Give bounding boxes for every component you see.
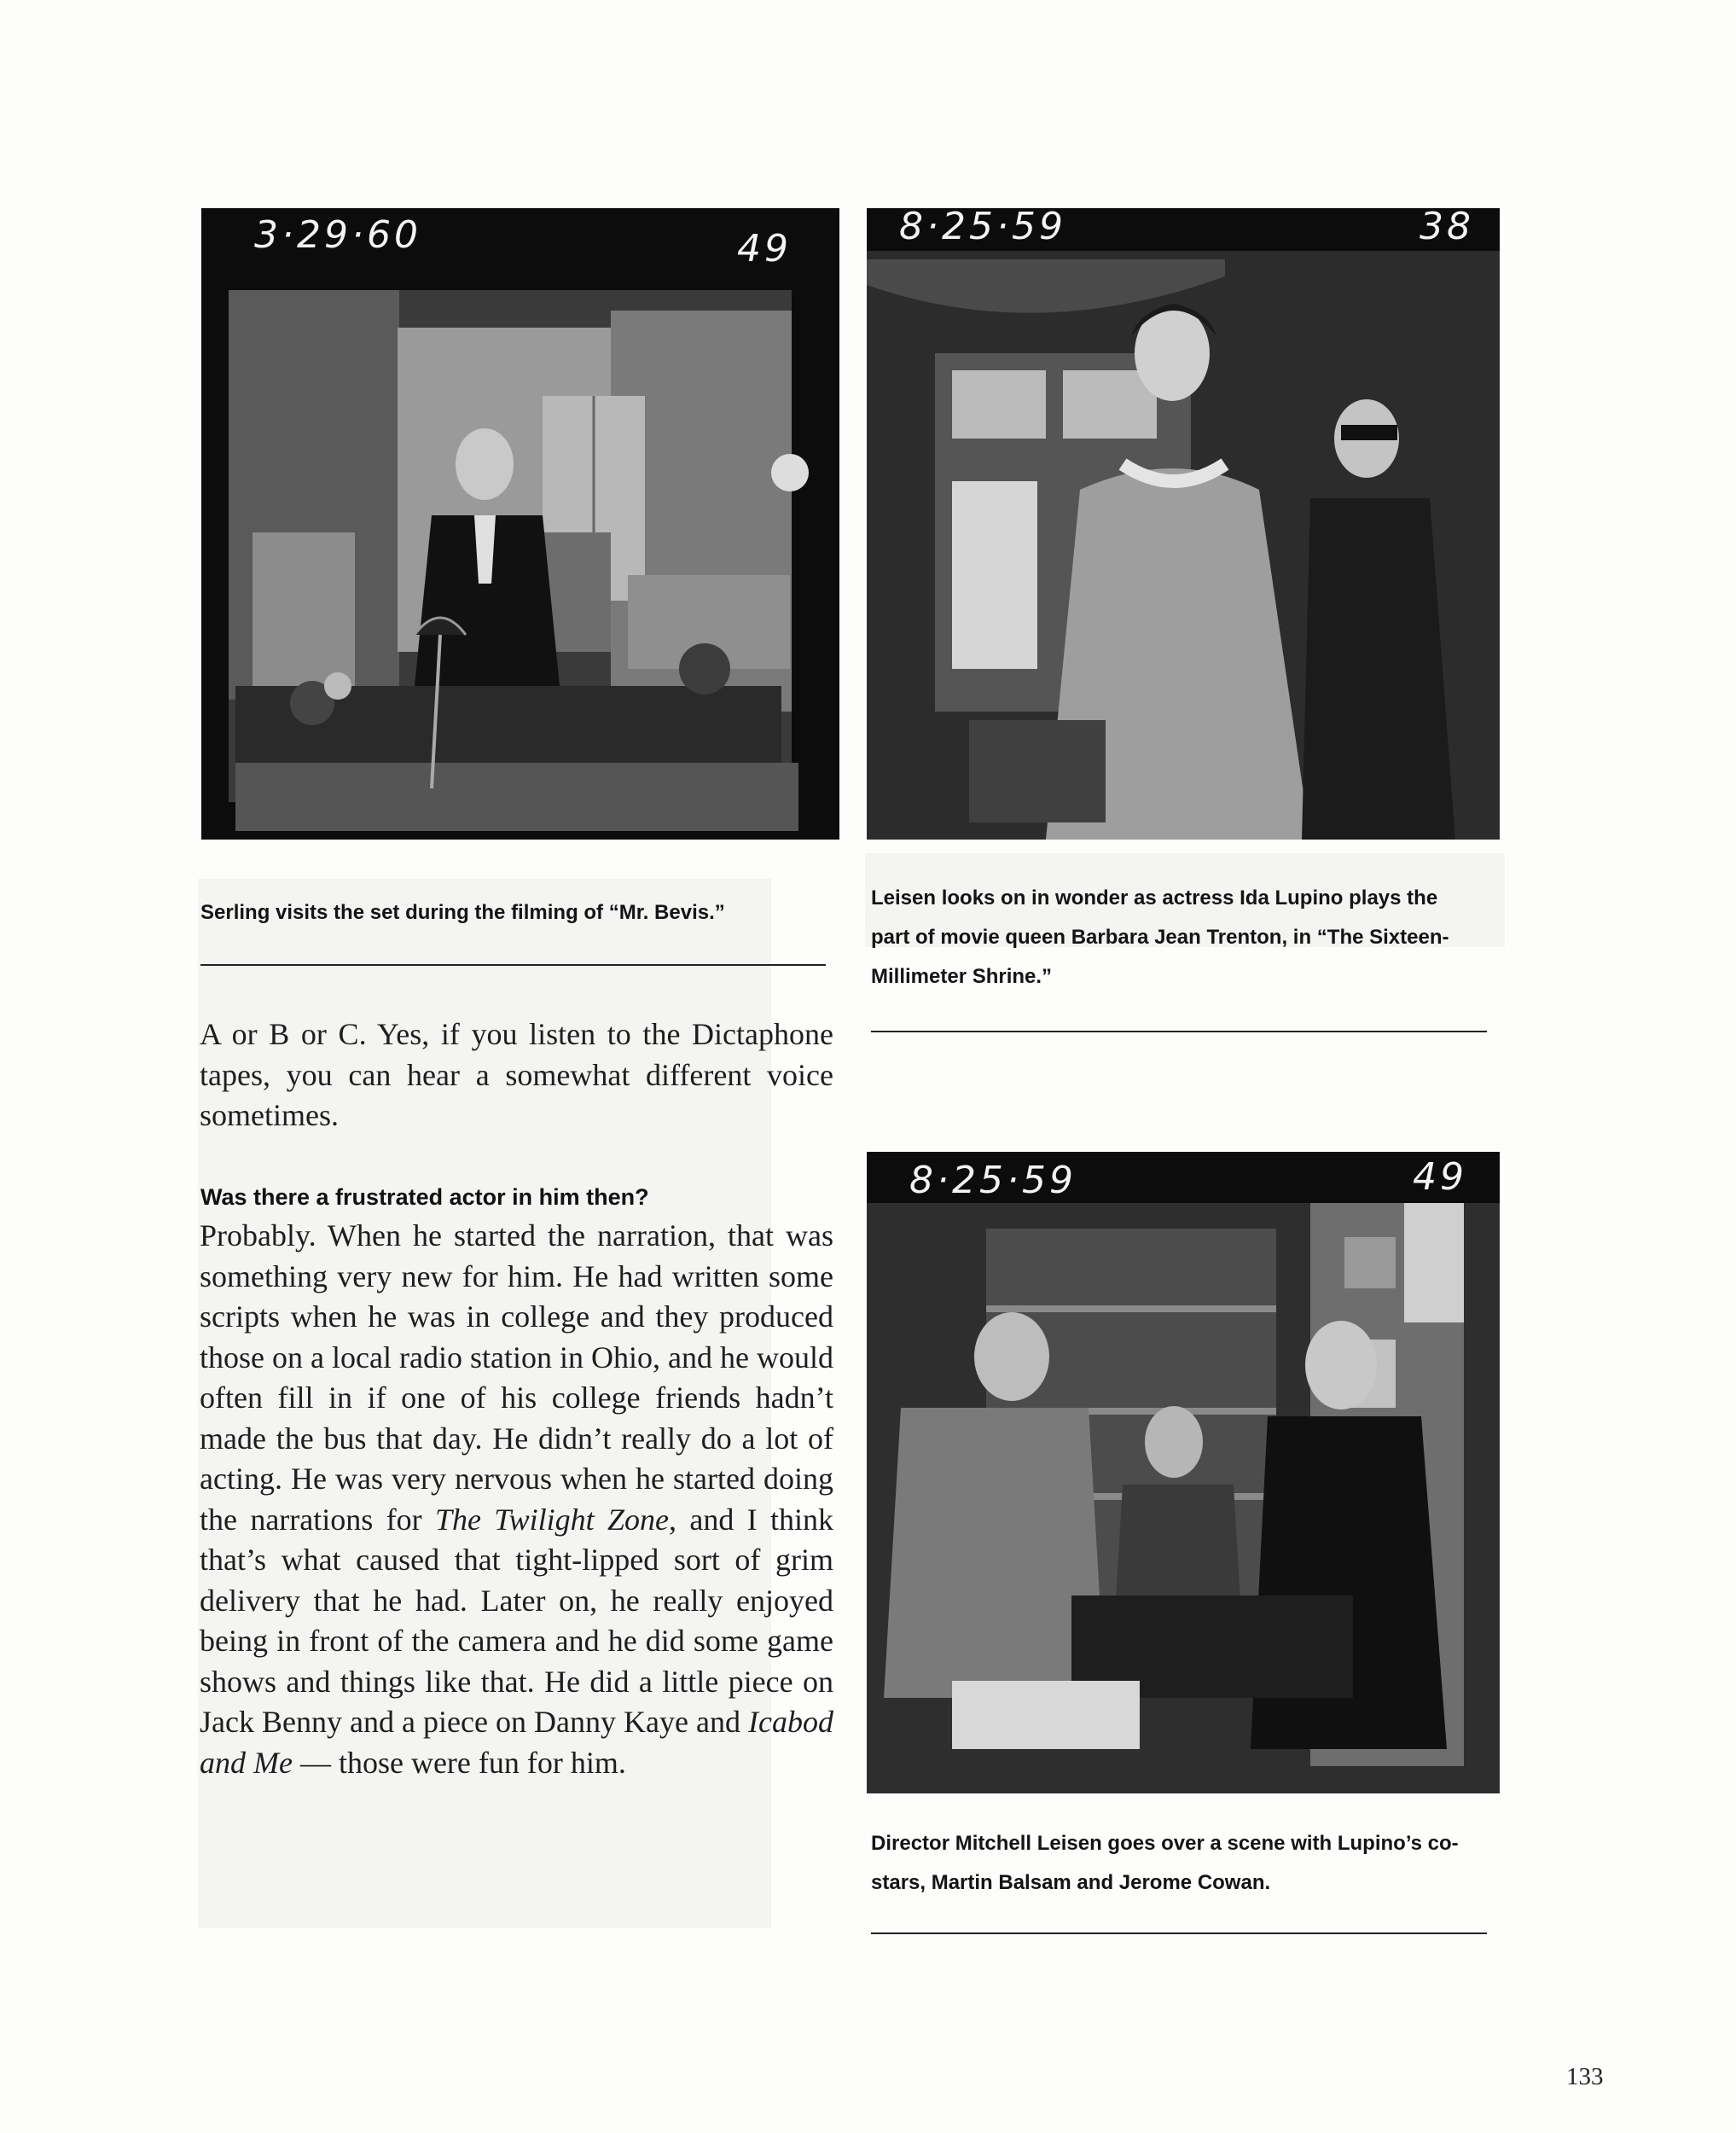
show-title: Icabod and Me (200, 1705, 833, 1780)
intro-paragraph: A or B or C. Yes, if you listen to the Dictaphone tapes, you can hear a somewhat different voice sometimes. (200, 1017, 833, 1132)
frame-number-label: 38 (1420, 208, 1474, 248)
interview-question: Was there a frustrated actor in him then? (200, 1184, 649, 1210)
shrine-scene-illustration (867, 208, 1500, 840)
caption-serling: Serling visits the set during the filming of “Mr. Bevis.” (200, 901, 725, 924)
body-intro (200, 1014, 833, 1136)
answer-text: Probably. When he started the narration, that was something very new for him. He had written some scripts when he was in college and they produced those on a local radio station in Ohio, and he would often fill in if one of his college friends hadn’t made the bus that day. He didn’t really do a lot of acting. He was very nervous when he started doing the narrations for (200, 1218, 833, 1537)
frame-date-label: 8·25·59 (909, 1159, 1077, 1202)
frame-date-label: 8·25·59 (899, 208, 1066, 248)
frame-number-label: 49 (737, 227, 792, 270)
caption-divider (871, 1031, 1487, 1032)
page-number: 133 (1566, 2063, 1604, 2090)
photo-shrine (867, 208, 1500, 840)
photo-office (201, 208, 839, 840)
caption-divider (200, 964, 826, 966)
body-answer (200, 1216, 833, 1783)
caption-lupino: Leisen looks on in wonder as actress Ida Lupino plays the part of movie queen Barbara Jean Trenton, in “The Sixteen-Millimeter Shrine.” (871, 886, 1449, 988)
frame-number-label: 49 (1413, 1155, 1467, 1199)
answer-text: , and I think that’s what caused that tight-lipped sort of grim delivery that he had. Later on, he really enjoyed being in front of the camera and he did some game shows and things like that. He did a little piece on Jack Benny and a piece on Danny Kaye and (200, 1502, 833, 1739)
caption-divider (871, 1932, 1487, 1934)
answer-text: — those were fun for him. (292, 1745, 626, 1780)
bar-scene-illustration (867, 1152, 1500, 1793)
caption-leisen: Director Mitchell Leisen goes over a scene with Lupino’s co-stars, Martin Balsam and Jerome Cowan. (871, 1832, 1459, 1894)
answer-paragraph (200, 1216, 833, 1783)
office-scene-illustration (201, 208, 839, 840)
photo-bar (867, 1152, 1500, 1793)
frame-date-label: 3·29·60 (254, 213, 421, 257)
show-title: The Twilight Zone (434, 1502, 669, 1537)
